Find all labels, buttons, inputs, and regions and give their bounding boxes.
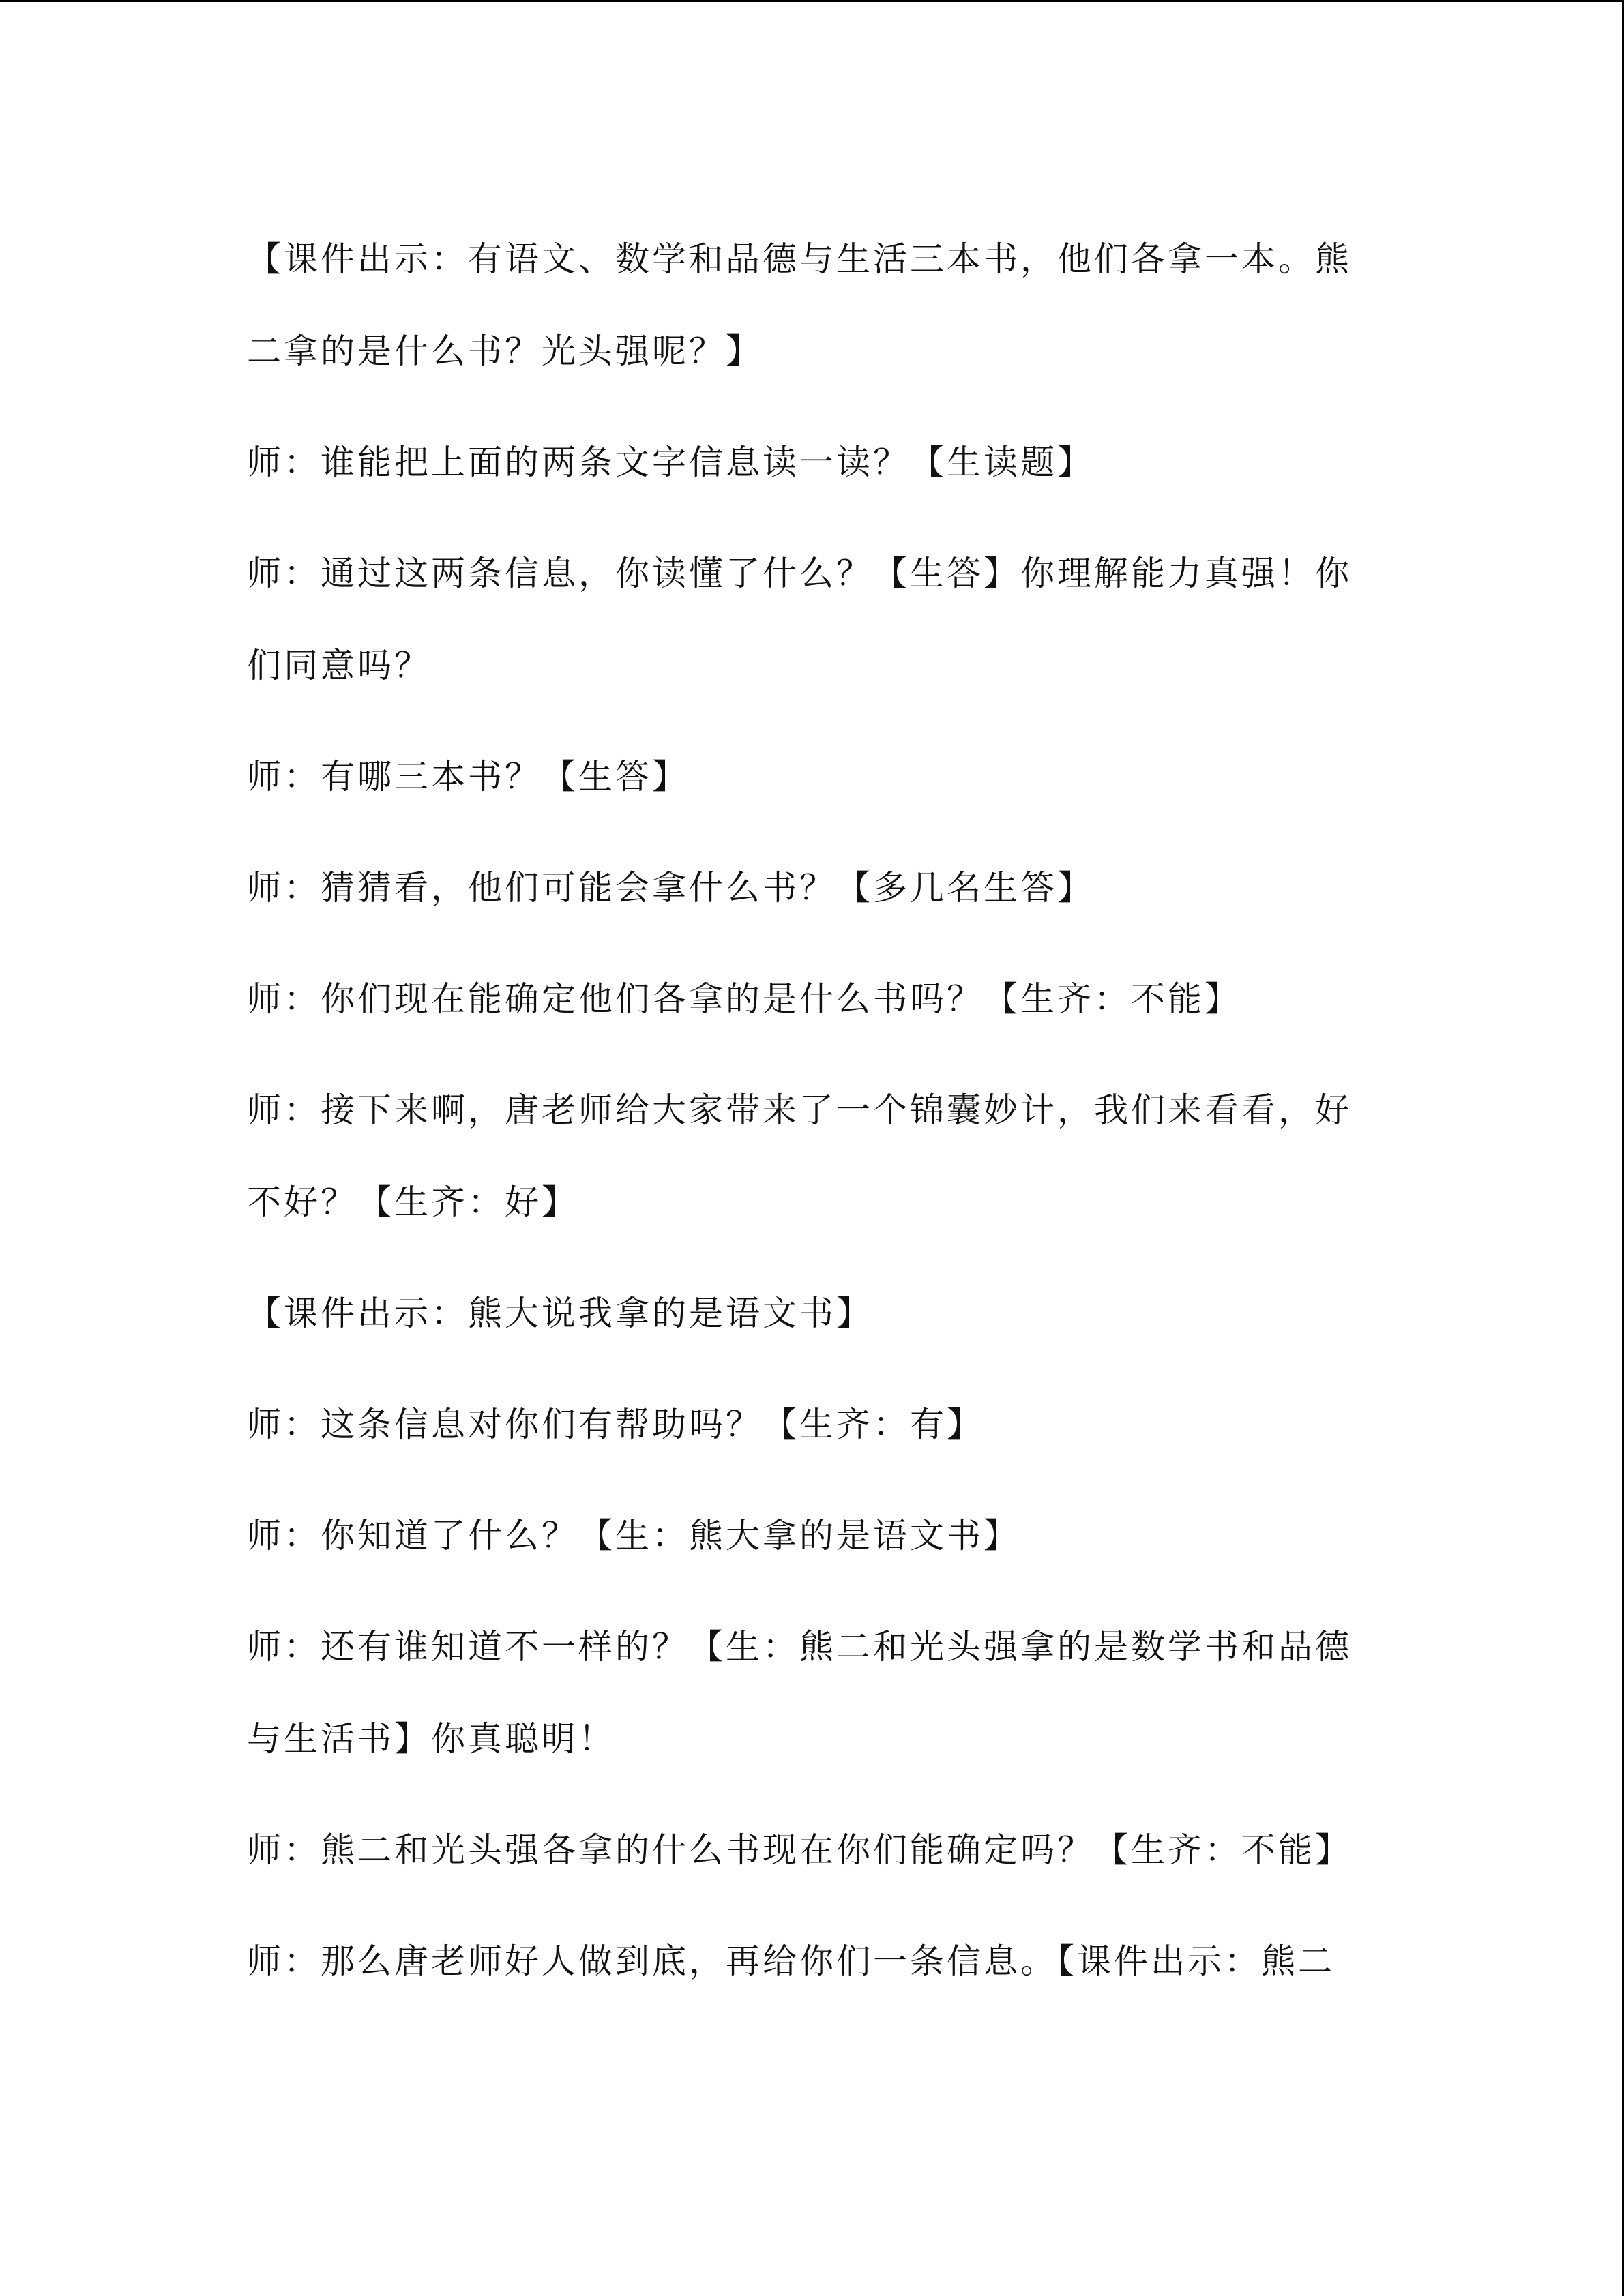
- paragraph-read-info: 师：谁能把上面的两条文字信息读一读？【生读题】: [247, 443, 1094, 482]
- paragraph-different: 师：还有谁知道不一样的？【生：熊二和光头强拿的是数学书和品德与生活书】你真聪明！: [247, 1627, 1352, 1759]
- paragraph-one-more-info: 师：那么唐老师好人做到底，再给你们一条信息。【课件出示：熊二: [247, 1941, 1335, 1981]
- paragraph-understanding: 师：通过这两条信息，你读懂了什么？【生答】你理解能力真强！你们同意吗？: [247, 554, 1352, 685]
- paragraph-courseware-intro: 【课件出示：有语文、数学和品德与生活三本书，他们各拿一本。熊二拿的是什么书？光头强呢？】: [247, 239, 1352, 371]
- paragraph-helpful: 师：这条信息对你们有帮助吗？【生齐：有】: [247, 1405, 984, 1444]
- paragraph-what-know: 师：你知道了什么？【生：熊大拿的是语文书】: [247, 1516, 1020, 1555]
- document-body: [247, 213, 1379, 2027]
- paragraph-can-determine: 师：你们现在能确定他们各拿的是什么书吗？【生齐：不能】: [247, 979, 1241, 1019]
- paragraph-clever-tip: 师：接下来啊，唐老师给大家带来了一个锦囊妙计，我们来看看，好不好？【生齐：好】: [247, 1090, 1352, 1222]
- paragraph-still-unsure: 师：熊二和光头强各拿的什么书现在你们能确定吗？【生齐：不能】: [247, 1830, 1352, 1870]
- paragraph-guess: 师：猜猜看，他们可能会拿什么书？【多几名生答】: [247, 868, 1094, 908]
- paragraph-courseware-xiongda: 【课件出示：熊大说我拿的是语文书】: [247, 1294, 873, 1333]
- paragraph-which-books: 师：有哪三本书？【生答】: [247, 757, 689, 796]
